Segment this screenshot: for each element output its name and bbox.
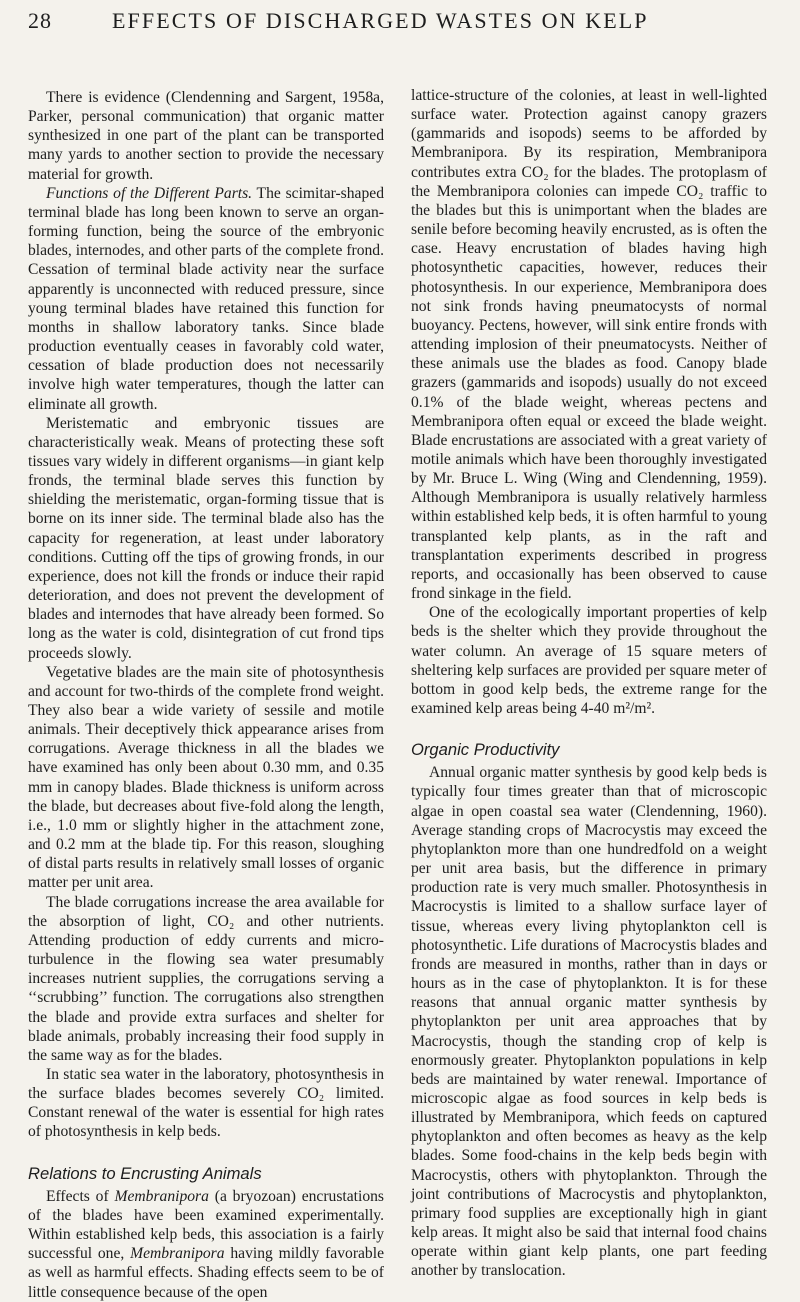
paragraph bbox=[28, 184, 384, 414]
page-header bbox=[24, 6, 780, 40]
paragraph: lattice-structure of the colonies, at least in well-lighted surface water. Protection against canopy grazers (gammarids and isopods) seems to be afforded by Membranipora. By its respiration, Membranipora contributes extra CO₂ for the blades. The protoplasm of the Membranipora colonies can impede CO₂ traffic to the blades but this is unimportant when the blades are senile before becoming heavily encrusted, as is often the case. Heavy encrustation of blades having high photosynthetic capacities, however, reduces their photosynthesis. In our experience, Membranipora does not sink fronds having pneumatocysts of normal buoyancy. Pectens, however, will sink entire fronds with attending implosion of their pneumatocysts. Neither of these animals use the blades as food. Canopy blade grazers (gammarids and isopods) usually do not exceed 0.1% of the blade weight, whereas pectens and Membranipora often equal or exceed the blade weight. Blade encrustations are associated with a great variety of motile animals which have been thoroughly investigated by Mr. Bruce L. Wing (Wing and Clendenning, 1959). Although Membranipora is usually relatively harmless within established kelp beds, it is often harmful to young transplanted kelp plants, as in the raft and transplantation experiments described in progress reports, and occasionally has been observed to cause frond sinkage in the field. bbox=[411, 87, 767, 603]
paragraph: In static sea water in the laboratory, photosynthesis in the surface blades becomes severely CO₂ limited. Constant renewal of the water is essential for high rates of photosynthesis in kelp beds. bbox=[28, 1065, 384, 1141]
text-run: Effects of bbox=[46, 1187, 115, 1205]
paragraph: Vegetative blades are the main site of photosynthesis and account for two-thirds of the complete frond weight. They also bear a wide variety of sessile and motile animals. Their deceptively thick appearance arises from corrugations. Average thickness in all the blades we have examined has only been about 0.30 mm, and 0.35 mm in canopy blades. Blade thickness is uniform across the blade, but decreases about five-fold along the length, i.e., 1.0 mm or slightly higher in the attachment zone, and 0.2 mm at the blade tip. For this reason, sloughing of distal parts results in relatively small losses of organic matter per unit area. bbox=[28, 663, 384, 892]
section-heading: Organic Productivity bbox=[411, 740, 560, 760]
paragraph: The blade corrugations increase the area available for the absorption of light, CO₂ and other nutrients. Attending production of eddy currents and micro-turbulence in the flowing sea water presumably increases nutrient supplies, the corrugations serving a ‘‘scrubbing’’ function. The corrugations also strengthen the blade and provide extra surfaces and shelter for blade animals, probably increasing their food supply in the same way as for the blades. bbox=[28, 893, 384, 1064]
paragraph: Meristematic and embryonic tissues are characteristically weak. Means of protecting these soft tissues vary widely in different organisms—in giant kelp fronds, the terminal blade serves this function by shielding the meristematic, organ-forming tissue that is borne on its inner side. The terminal blade also has the capacity for regeneration, at least under laboratory conditions. Cutting off the tips of growing fronds, in our experience, does not kill the fronds or induce their rapid deterioration, and does not prevent the development of blades and internodes that have already been formed. So long as the water is cold, disintegration of cut frond tips proceeds slowly. bbox=[28, 414, 384, 662]
section-heading: Relations to Encrusting Animals bbox=[28, 1163, 262, 1183]
run-in-heading: Functions of the Different Parts. bbox=[46, 184, 253, 202]
paragraph: One of the ecologically important properties of kelp beds is the shelter which they provide throughout the water column. An average of 15 square meters of sheltering kelp surfaces are provided per square meter of bottom in good kelp beds, the extreme range for the examined kelp areas being 4-40 m²/m². bbox=[411, 604, 767, 717]
species-name: Membranipora bbox=[130, 1245, 225, 1263]
paragraph bbox=[28, 1187, 384, 1302]
text-run: (a bryozoan) encrustations of the blades have been examined experimentally. Within established kelp beds, this association is a fairly successful one, bbox=[28, 1187, 384, 1263]
paragraph-body: The scimitar-shaped terminal blade has long been known to serve an organ-forming function, being the source of the embryonic blades, internodes, and other parts of the complete frond. Cessation of terminal blade activity near the surface apparently is unconnected with reduced pressure, since young terminal blades have retained this function for months in shallow laboratory tanks. Since blade production eventually ceases in favorably cold water, cessation of blade production does not necessarily involve high water temperatures, though the latter can eliminate all growth. bbox=[28, 184, 384, 413]
text-run: having mildly favorable as well as harmful effects. Shading effects seem to be of little consequence because of the open bbox=[28, 1245, 384, 1301]
paragraph: Annual organic matter synthesis by good kelp beds is typically four times greater than that of microscopic algae in open coastal sea water (Clendenning, 1960). Average standing crops of Macrocystis may exceed the phytoplankton more than one hundredfold on a weight per unit area basis, but the difference in primary production rate is very much smaller. Photosynthesis in Macrocystis is limited to a shallow surface layer of tissue, whereas every living phytoplankton cell is photosynthetic. Life durations of Macrocystis blades and fronds are measured in months, rather than in days or hours as in the case of phytoplankton. It is for these reasons that annual organic matter synthesis by phytoplankton per unit area approaches that by Macrocystis, though the standing crop of kelp is enormously greater. Phytoplankton populations in kelp beds are maintained by water renewal. Importance of microscopic algae as food sources in kelp beds is illustrated by Membranipora, which feeds on captured phytoplankton and often becomes as heavy as the kelp blades. Some food-chains in the kelp beds begin with Macrocystis, others with phytoplankton. Through the joint contributions of Macrocystis and phytoplankton, primary food supplies are exceptionally high in giant kelp areas. It might also be said that internal food chains operate within giant kelp plants, one part feeding another by translocation. bbox=[411, 764, 767, 1280]
right-column bbox=[411, 86, 767, 1281]
species-name: Membranipora bbox=[114, 1187, 209, 1205]
page-number: 28 bbox=[28, 8, 52, 33]
left-column bbox=[28, 88, 384, 1302]
running-title: EFFECTS OF DISCHARGED WASTES ON KELP bbox=[112, 8, 649, 33]
paragraph: There is evidence (Clendenning and Sargent, 1958a, Parker, personal communication) that organic matter synthesized in one part of the plant can be transported many yards to another section to provide the necessary material for growth. bbox=[28, 89, 384, 183]
